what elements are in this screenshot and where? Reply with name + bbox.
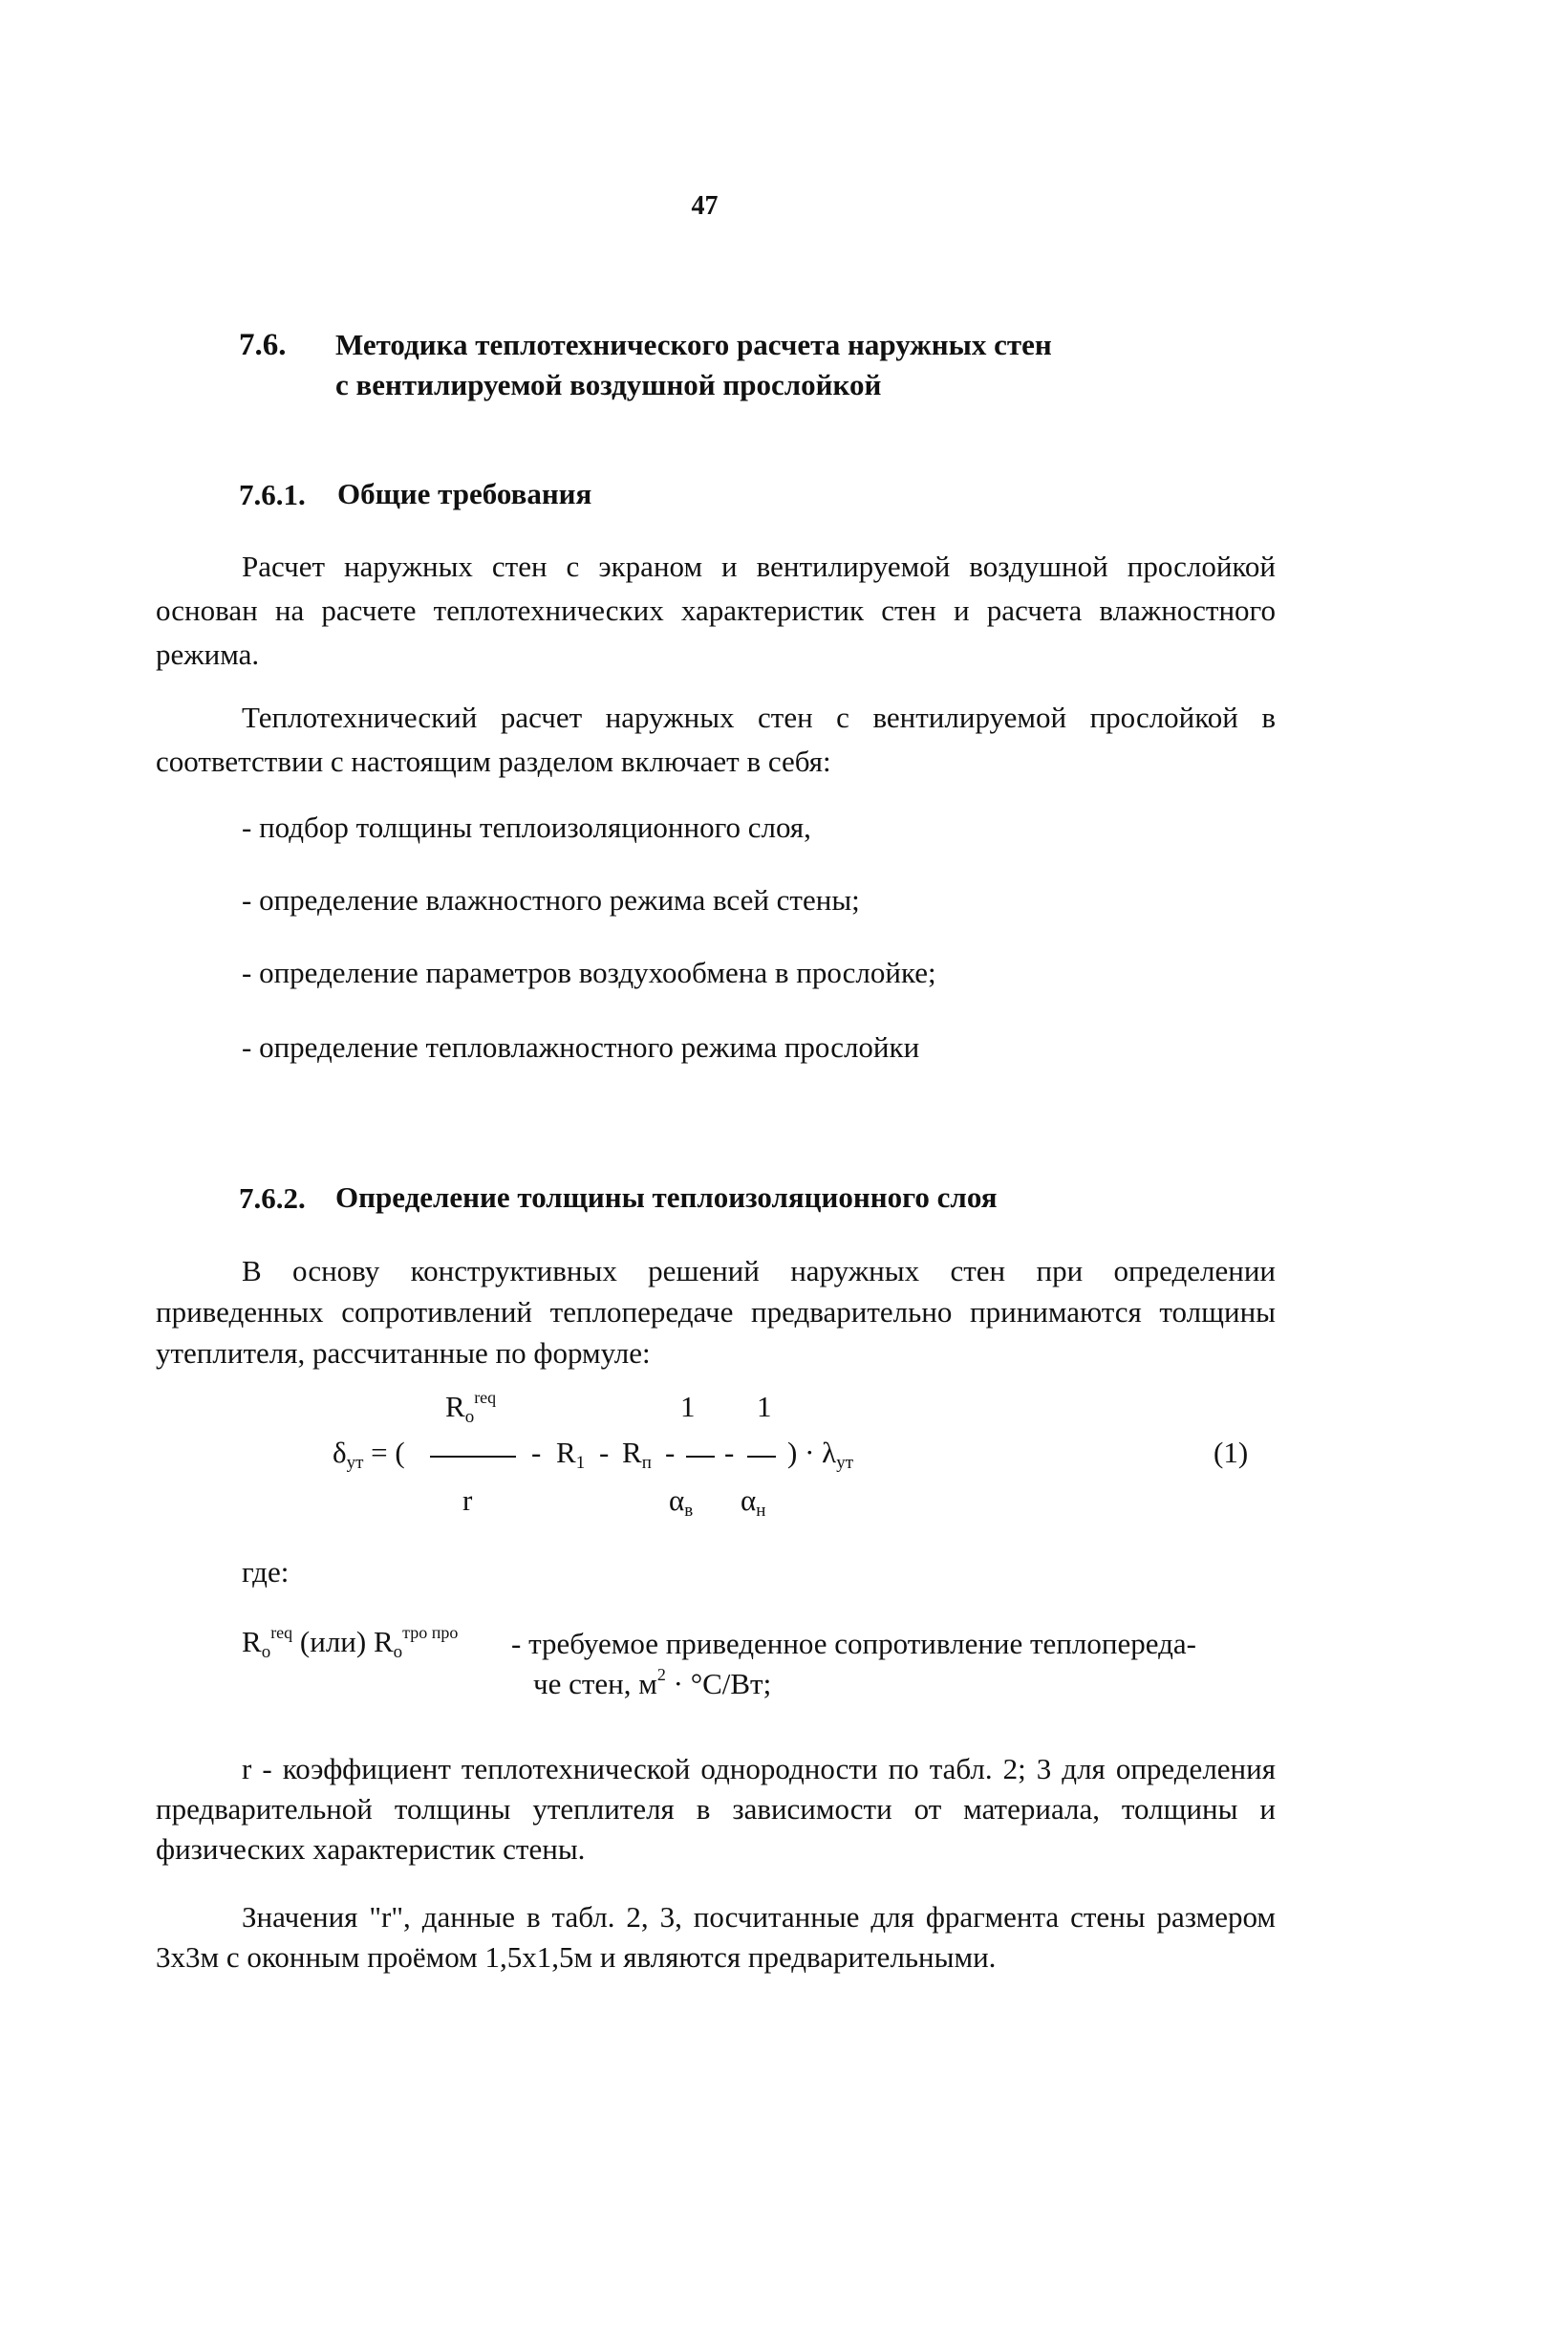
fraction-bar bbox=[686, 1456, 715, 1458]
list-item: - подбор толщины теплоизоляционного слоя, bbox=[242, 811, 811, 844]
paragraph-closing: Значения "r", данные в табл. 2, 3, посчитанные для фрагмента стены размером 3х3м с оконным проёмом 1,5х1,5м и являются предварительными. bbox=[156, 1900, 1276, 1974]
paragraph-method: В основу конструктивных решений наружных стен при определении приведенных сопротивлений теплопередаче предварительно принимаются толщины утеплителя, рассчитанные по формуле: bbox=[156, 1254, 1276, 1370]
formula-denominator: $\alpha_в$ bbox=[669, 1483, 694, 1521]
formula-minus: - bbox=[599, 1436, 610, 1469]
formula-lhs: $\delta_{ут}$ = ( bbox=[333, 1436, 405, 1473]
definition-term: $R_о^{req}$ (или) $R_о^{тро про}$ bbox=[242, 1623, 459, 1662]
formula-denominator: r bbox=[462, 1483, 473, 1517]
formula-term: $R_1$ bbox=[556, 1436, 586, 1473]
subsection-number: 7.6.1. bbox=[239, 478, 306, 511]
list-item: - определение параметров воздухообмена в прослойке; bbox=[242, 956, 936, 989]
paragraph-intro: Расчет наружных стен с экраном и вентилируемой воздушной прослойкой основан на расчете теплотехнических характеристик стен и расчета влажностного режима. bbox=[156, 550, 1276, 671]
section-title-line2: с вентилируемой воздушной прослойкой bbox=[335, 368, 882, 401]
where-label: где: bbox=[242, 1555, 290, 1589]
formula-minus: - bbox=[665, 1436, 676, 1469]
definition-text: че стен, $м^2 \cdot ^\circ С/Вт$; bbox=[533, 1665, 772, 1700]
fraction-bar bbox=[430, 1456, 516, 1458]
subsection-title: Общие требования bbox=[337, 477, 592, 510]
list-item: - определение влажностного режима всей стены; bbox=[242, 883, 860, 917]
formula-numerator: $R_о^{req}$ bbox=[445, 1388, 497, 1427]
page-number: 47 bbox=[691, 191, 719, 221]
formula-tail: ) · $\lambda_{ут}$ bbox=[787, 1436, 853, 1473]
section-title-line1: Методика теплотехнического расчета наружных стен bbox=[335, 328, 1052, 361]
formula-number: (1) bbox=[1214, 1436, 1249, 1469]
fraction-bar bbox=[747, 1456, 776, 1458]
subsection-title: Определение толщины теплоизоляционного слоя bbox=[335, 1180, 998, 1214]
section-number: 7.6. bbox=[239, 328, 287, 362]
formula-minus: - bbox=[724, 1436, 735, 1469]
formula-numerator: 1 bbox=[757, 1390, 772, 1423]
definition-r: r - коэффициент теплотехнической однородности по табл. 2; 3 для определения предварительной толщины утеплителя в зависимости от материала, толщины и физических характеристик стены. bbox=[156, 1752, 1276, 1866]
definition-text: - требуемое приведенное сопротивление теплопереда- bbox=[511, 1627, 1196, 1660]
formula-term: $R_п$ bbox=[622, 1436, 652, 1473]
formula-denominator: $\alpha_н$ bbox=[741, 1483, 766, 1521]
formula-minus: - bbox=[531, 1436, 542, 1469]
formula-numerator: 1 bbox=[680, 1390, 696, 1423]
list-item: - определение тепловлажностного режима прослойки bbox=[242, 1030, 920, 1064]
subsection-number: 7.6.2. bbox=[239, 1181, 306, 1215]
paragraph-scope: Теплотехнический расчет наружных стен с вентилируемой прослойкой в соответствии с настоящим разделом включает в себя: bbox=[156, 701, 1276, 778]
